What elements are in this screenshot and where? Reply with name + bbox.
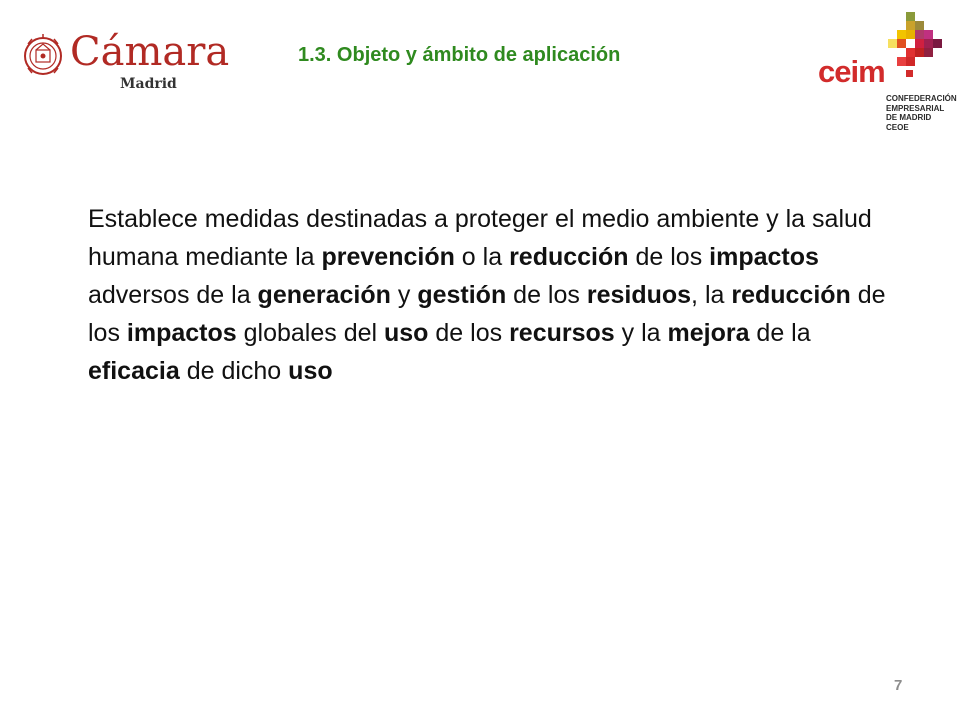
ceim-line-2: EMPRESARIAL: [886, 103, 945, 113]
body-text-run: de los: [428, 319, 510, 347]
body-emphasis: uso: [384, 319, 429, 347]
body-text-run: de dicho: [179, 357, 289, 385]
body-text-run: de los: [628, 243, 710, 271]
page-number: 7: [894, 677, 903, 694]
body-paragraph: [88, 200, 908, 390]
camara-madrid-logo: [22, 29, 230, 100]
body-text-run: adversos de la: [88, 281, 258, 309]
camara-seal-icon: [22, 30, 64, 82]
body-emphasis: reducción: [731, 281, 851, 309]
ceim-line-3: DE MADRID: [886, 113, 932, 122]
body-emphasis: eficacia: [88, 357, 180, 385]
body-text-run: Establece medidas destinadas a proteger el medio ambiente y la salud humana mediante la: [88, 205, 872, 271]
ceim-logo: [818, 10, 957, 140]
body-text-run: de los: [88, 281, 886, 347]
body-text-run: y la: [614, 319, 668, 347]
ceim-line-4: CEOE: [886, 122, 909, 132]
body-text-run: de los: [506, 281, 587, 309]
body-emphasis: recursos: [509, 319, 615, 347]
body-emphasis: reducción: [509, 243, 629, 271]
body-emphasis: residuos: [586, 281, 692, 309]
body-text-run: y: [390, 281, 418, 309]
body-text-run: o la: [454, 243, 510, 271]
madrid-wordmark: Madrid: [120, 76, 177, 92]
body-text-run: globales del: [236, 319, 384, 347]
body-emphasis: impactos: [126, 319, 237, 347]
body-emphasis: gestión: [417, 281, 507, 309]
body-emphasis: impactos: [709, 243, 819, 271]
ceim-line-1: CONFEDERACIÓN: [886, 94, 957, 103]
body-emphasis: mejora: [667, 319, 750, 347]
body-emphasis: uso: [288, 357, 333, 385]
body-text-run: de la: [749, 319, 811, 347]
ceim-subtitle: [886, 94, 957, 132]
body-emphasis: prevención: [321, 243, 455, 271]
body-emphasis: generación: [257, 281, 391, 309]
ceim-wordmark: ceim: [818, 54, 885, 89]
camara-wordmark: Cámara: [70, 29, 230, 75]
slide-title: 1.3. Objeto y ámbito de aplicación: [298, 44, 621, 66]
body-text-run: , la: [691, 281, 732, 309]
